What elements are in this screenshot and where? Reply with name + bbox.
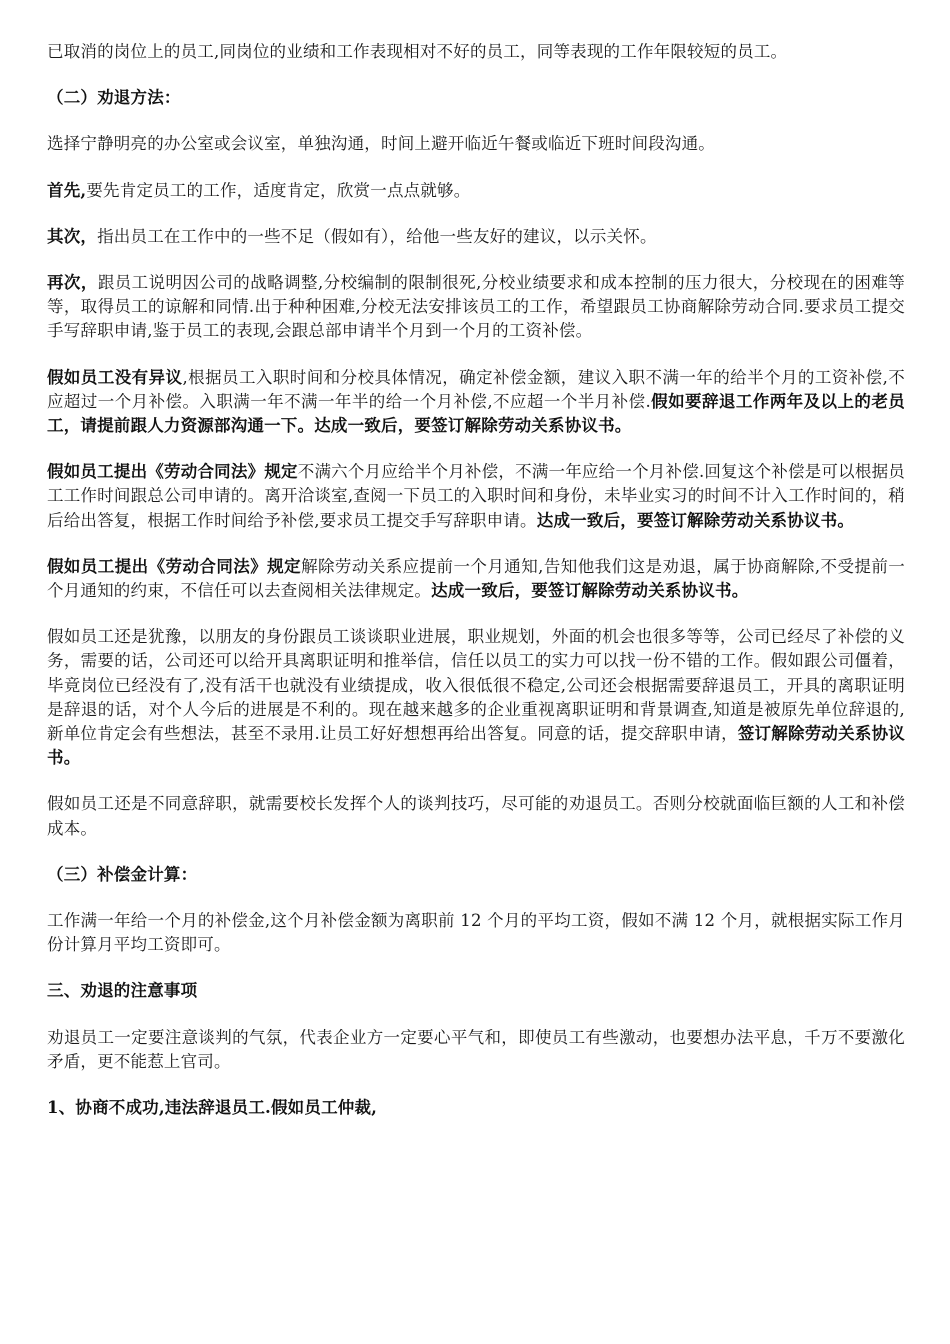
text-run: 劝退员工一定要注意谈判的气氛，代表企业方一定要心平气和，即使员工有些激动，也要想办法平息，千万不要激化矛盾，更不能惹上官司。 [47,1027,905,1071]
bold-text: 首先, [47,180,87,200]
body-paragraph [47,1026,905,1074]
bold-text: （二）劝退方法： [47,88,181,108]
body-paragraph [47,225,905,249]
text-run: 要先肯定员工的工作，适度肯定，欣赏一点点就够。 [86,180,471,200]
section-heading [47,1096,905,1120]
section-heading [47,863,905,887]
bold-text: 假如员工提出《劳动合同法》规定 [47,556,302,576]
body-paragraph [47,40,905,64]
bold-text: 1、协商不成功,违法辞退员工.假如员工仲裁, [47,1098,378,1118]
bold-text: （三）补偿金计算： [47,864,198,884]
bold-text: 假如员工没有异议 [47,367,183,387]
section-heading [47,86,905,110]
bold-text: 其次， [47,226,98,246]
text-run: 已取消的岗位上的员工,同岗位的业绩和工作表现相对不好的员工，同等表现的工作年限较短的员工。 [47,42,788,61]
bold-text: 假如员工提出《劳动合同法》规定 [47,462,298,482]
bold-text: 再次， [47,273,98,293]
body-paragraph [47,792,905,840]
body-paragraph [47,179,905,203]
text-run: 选择宁静明亮的办公室或会议室，单独沟通，时间上避开临近午餐或临近下班时间段沟通。 [47,134,715,154]
bold-text: 签订解除劳动关系协议书。 [47,724,905,768]
body-paragraph [47,460,905,533]
bold-text: 三、劝退的注意事项 [47,981,198,1001]
text-run: 假如员工还是不同意辞职，就需要校长发挥个人的谈判技巧，尽可能的劝退员工。否则分校就面临巨额的人工和补偿成本。 [47,794,905,838]
body-paragraph [47,909,905,957]
body-paragraph [47,132,905,156]
bold-text: 达成一致后，要签订解除劳动关系协议书。 [431,581,749,601]
body-paragraph [47,625,905,770]
text-run: 工作满一年给一个月的补偿金,这个月补偿金额为离职前 12 个月的平均工资，假如不满 12 个月，就根据实际工作月份计算月平均工资即可。 [47,911,905,955]
body-paragraph [47,366,905,439]
text-run: 不满六个月应给半个月补偿，不满一年应给一个月补偿.回复这个补偿是可以根据员工工作时间跟总公司申请的。离开洽谈室,查阅一下员工的入职时间和身份，未毕业实习的时间不计入工作时间的，稍后给出答复，根据工作时间给予补偿,要求员工提交手写辞职申请。 [47,462,905,530]
text-run: 假如员工还是犹豫，以朋友的身份跟员工谈谈职业进展，职业规划，外面的机会也很多等等，公司已经尽了补偿的义务，需要的话，公司还可以给开具离职证明和推举信，信任以员工的实力可以找一份不错的工作。假如跟公司僵着，毕竟岗位已经没有了,没有活干也就没有业绩提成，收入很低很不稳定,公司还会根据需要辞退员工，开具的离职证明是辞退的话，对个人今后的进展是不利的。现在越来越多的企业重视离职证明和背景调查,知道是被原先单位辞退的,新单位肯定会有些想法，甚至不录用.让员工好好想想再给出答复。同意的话，提交辞职申请， [47,627,905,744]
body-paragraph [47,555,905,603]
body-paragraph [47,271,905,344]
document-page [47,40,905,1142]
text-run: 跟员工说明因公司的战略调整,分校编制的限制很死,分校业绩要求和成本控制的压力很大，分校现在的困难等等，取得员工的谅解和同情.出于种种困难,分校无法安排该员工的工作，希望跟员工协商解除劳动合同.要求员工提交手写辞职申请,鉴于员工的表现,会跟总部申请半个月到一个月的工资补偿。 [47,273,905,341]
text-run: 解除劳动关系应提前一个月通知,告知他我们这是劝退，属于协商解除,不受提前一个月通知的约束，不信任可以去查阅相关法律规定。 [47,556,906,601]
section-heading [47,979,905,1003]
text-run: 指出员工在工作中的一些不足（假如有），给他一些友好的建议，以示关怀。 [97,226,657,246]
bold-text: 达成一致后，要签订解除劳动关系协议书。 [536,510,855,530]
text-run: ,根据员工入职时间和分校具体情况，确定补偿金额，建议入职不满一年的给半个月的工资补偿,不应超过一个月补偿。入职满一年不满一年半的给一个月补偿,不应超一个半月补偿. [47,367,905,411]
bold-text: 假如要辞退工作两年及以上的老员工，请提前跟人力资源部沟通一下。达成一致后，要签订解除劳动关系协议书。 [47,391,905,436]
